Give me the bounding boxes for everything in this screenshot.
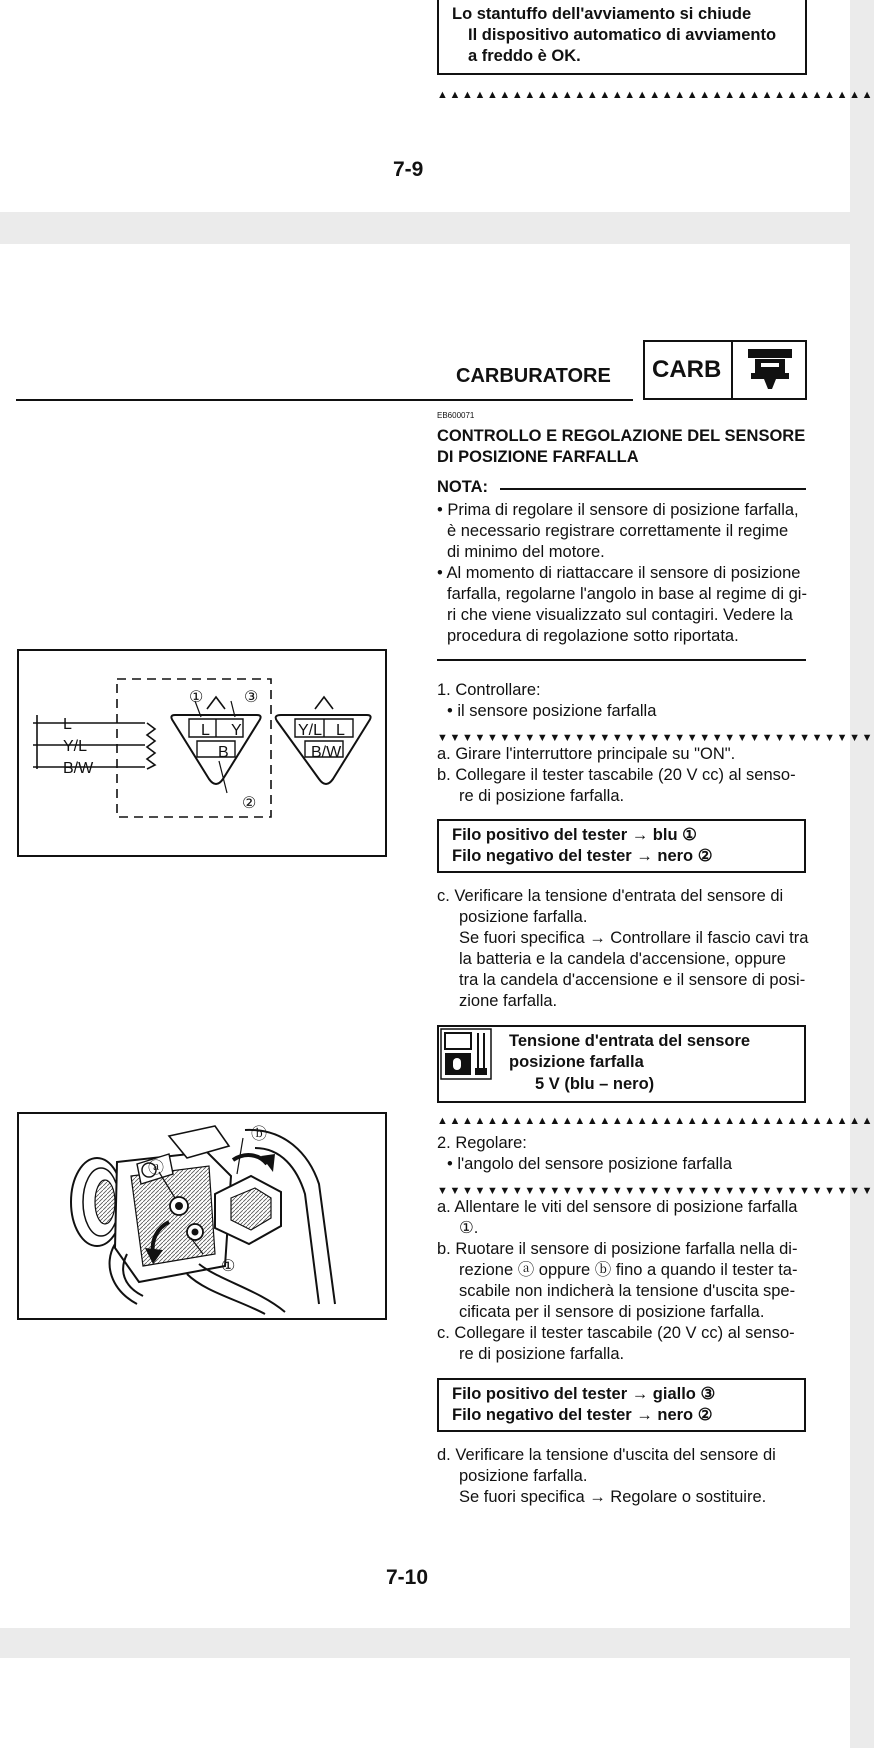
tester-box-1-line-2: Filo negativo del tester → nero ② xyxy=(452,847,713,865)
step2-start-triangles: ▼▼▼▼▼▼▼▼▼▼▼▼▼▼▼▼▼▼▼▼▼▼▼▼▼▼▼▼▼▼▼▼▼▼▼ xyxy=(437,1185,874,1197)
tester-box-2-line-1: Filo positivo del tester → giallo ③ xyxy=(452,1385,716,1403)
throttle-sensor-drawing xyxy=(19,1114,385,1318)
step1-line-c6: zione farfalla. xyxy=(459,992,558,1010)
result-line-1: Lo stantuffo dell'avviamento si chiude xyxy=(452,5,752,23)
callout-3: ③ xyxy=(244,689,259,706)
figure-callout-1: ① xyxy=(221,1258,236,1275)
step2-bullet: • l'angolo del sensore posizione farfalla xyxy=(447,1155,733,1173)
connector-right-pin-1: Y/L xyxy=(298,722,323,739)
nota-line-4: • Al momento di riattaccare il sensore di posizione xyxy=(437,564,801,582)
step2-line-b3: scabile non indicherà la tensione d'uscita spe- xyxy=(459,1282,796,1300)
step1-bullet: • il sensore posizione farfalla xyxy=(447,702,657,720)
nota-end-rule xyxy=(437,659,806,661)
result-line-2: Il dispositivo automatico di avviamento xyxy=(468,26,777,44)
wire-label-bw: B/W xyxy=(63,760,94,777)
connector-left-pin-1: L xyxy=(201,722,210,739)
step2-line-c1: c. Collegare il tester tascabile (20 V cc) al senso- xyxy=(437,1324,795,1342)
step1-line-c2: posizione farfalla. xyxy=(459,908,588,926)
connector-left-pin-3: B xyxy=(218,744,229,761)
tester-box-1-line-1: Filo positivo del tester → blu ① xyxy=(452,826,697,844)
section-title-line-1: CONTROLLO E REGOLAZIONE DEL SENSORE xyxy=(437,427,806,445)
step1-line-c4: la batteria e la candela d'accensione, oppure xyxy=(459,950,786,968)
section-title-line-2: DI POSIZIONE FARFALLA xyxy=(437,448,639,466)
nota-line-6: ri che viene visualizzato sul contagiri. Vedere la xyxy=(447,606,793,624)
wire-label-yl: Y/L xyxy=(63,738,88,755)
spec-title-line-2: posizione farfalla xyxy=(509,1053,644,1071)
nota-line-3: di minimo del motore. xyxy=(447,543,605,561)
step1-line-c3: Se fuori specifica → Controllare il fascio cavi tra xyxy=(459,929,809,947)
nota-rule xyxy=(500,488,806,490)
step2-line-c2: re di posizione farfalla. xyxy=(459,1345,625,1363)
nota-line-1: • Prima di regolare il sensore di posizione farfalla, xyxy=(437,501,799,519)
callout-2: ② xyxy=(242,795,257,812)
step2-line-d3: Se fuori specifica → Regolare o sostituire. xyxy=(459,1488,767,1506)
nota-line-2: è necessario registrare correttamente il regime xyxy=(447,522,789,540)
wire-label-l: L xyxy=(63,716,72,733)
figure-callout-b: ⓑ xyxy=(251,1126,268,1143)
spec-value: 5 V (blu – nero) xyxy=(535,1075,655,1093)
step2-line-b4: cificata per il sensore di posizione farfalla. xyxy=(459,1303,765,1321)
connector-left-pin-2: Y xyxy=(231,722,242,739)
step1-heading: 1. Controllare: xyxy=(437,681,541,699)
step1-start-triangles: ▼▼▼▼▼▼▼▼▼▼▼▼▼▼▼▼▼▼▼▼▼▼▼▼▼▼▼▼▼▼▼▼▼▼▼ xyxy=(437,732,874,744)
step2-line-d1: d. Verificare la tensione d'uscita del sensore di xyxy=(437,1446,776,1464)
page-number-7-9: 7-9 xyxy=(393,158,424,181)
step1-line-b: b. Collegare il tester tascabile (20 V cc) al senso- xyxy=(437,766,796,784)
page-7-9 xyxy=(0,0,874,212)
page-number-7-10: 7-10 xyxy=(386,1566,429,1589)
callout-1: ① xyxy=(189,689,204,706)
step1-line-a: a. Girare l'interruttore principale su "ON". xyxy=(437,745,736,763)
page-7-10 xyxy=(0,244,874,1628)
step1-line-c1: c. Verificare la tensione d'entrata del sensore di xyxy=(437,887,784,905)
result-line-3: a freddo è OK. xyxy=(468,47,581,65)
figure-callout-a: ⓐ xyxy=(148,1160,165,1177)
spec-title-line-1: Tensione d'entrata del sensore xyxy=(509,1032,751,1050)
carb-badge-divider xyxy=(731,340,733,400)
step2-line-a1: a. Allentare le viti del sensore di posizione farfalla xyxy=(437,1198,798,1216)
connector-right-pin-3: B/W xyxy=(311,744,342,761)
step2-line-a2: ①. xyxy=(459,1219,479,1237)
step2-heading: 2. Regolare: xyxy=(437,1134,527,1152)
next-page-edge xyxy=(0,1658,850,1748)
step2-line-d2: posizione farfalla. xyxy=(459,1467,588,1485)
nota-label: NOTA: xyxy=(437,478,489,496)
step1-line-b2: re di posizione farfalla. xyxy=(459,787,625,805)
step2-line-b1: b. Ruotare il sensore di posizione farfalla nella di- xyxy=(437,1240,798,1258)
connector-right-pin-2: L xyxy=(336,722,345,739)
tester-box-2-line-2: Filo negativo del tester → nero ② xyxy=(452,1406,713,1424)
step1-end-triangles: ▲▲▲▲▲▲▲▲▲▲▲▲▲▲▲▲▲▲▲▲▲▲▲▲▲▲▲▲▲▲▲▲▲▲▲ xyxy=(437,1115,874,1127)
section-header-title: CARBURATORE xyxy=(456,365,611,387)
multimeter-icon xyxy=(440,1028,492,1084)
step1-line-c5: tra la candela d'accensione e il sensore di posi- xyxy=(459,971,806,989)
section-code: EB600071 xyxy=(437,411,475,420)
step2-line-b2: rezione ⓐ oppure ⓑ fino a quando il tester ta- xyxy=(459,1261,798,1279)
nota-line-5: farfalla, regolarne l'angolo in base al regime di gi- xyxy=(447,585,807,603)
end-triangles-row: ▲▲▲▲▲▲▲▲▲▲▲▲▲▲▲▲▲▲▲▲▲▲▲▲▲▲▲▲▲▲▲▲▲▲▲ xyxy=(437,89,874,101)
nota-line-7: procedura di regolazione sotto riportata. xyxy=(447,627,739,645)
header-rule xyxy=(16,399,633,401)
carburetor-icon xyxy=(746,347,794,393)
carb-badge-label: CARB xyxy=(652,356,722,383)
